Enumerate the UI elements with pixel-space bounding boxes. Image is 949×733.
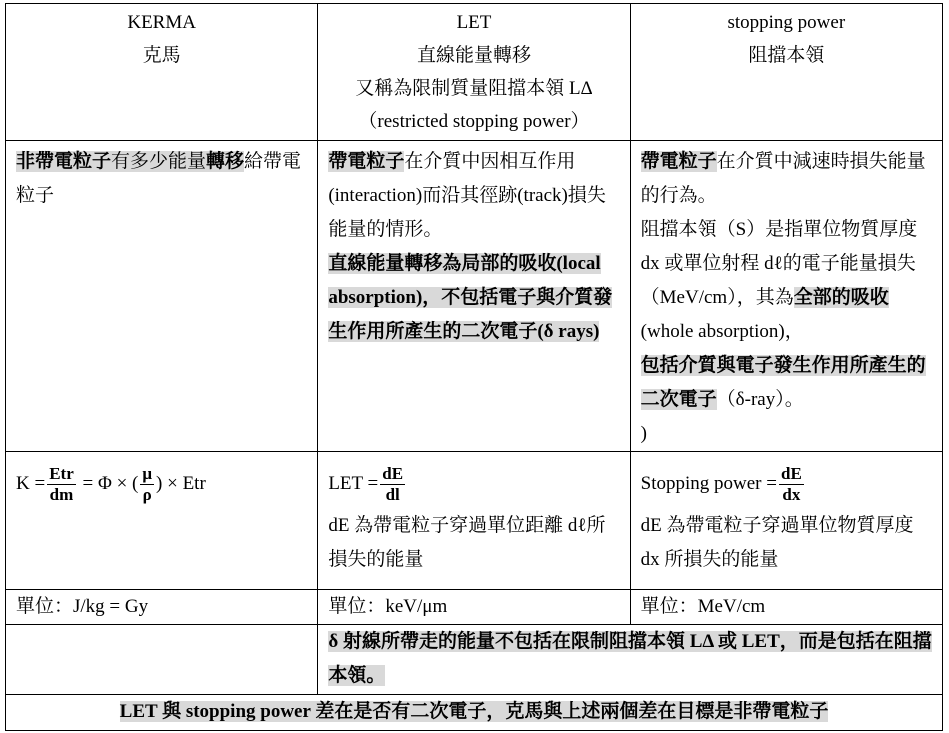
kerma-mu-rho	[140, 464, 154, 505]
header-let-alias: 又稱為限制質量阻擋本領 LΔ	[355, 78, 593, 99]
def-sp-d: 全部的吸收	[793, 287, 889, 308]
def-sp-f: 包括介質與電子發生作用所產生的二次電子	[640, 355, 926, 410]
def-sp-e: (whole absorption)，	[640, 321, 804, 342]
kerma-fraction	[47, 464, 76, 505]
units-kerma: 單位：J/kg = Gy	[6, 590, 318, 625]
def-let-c: 直線能量轉移為局部的吸收	[328, 253, 557, 274]
units-row	[6, 590, 943, 625]
def-kerma-a: 非帶電粒子	[16, 151, 112, 172]
def-kerma	[6, 141, 318, 452]
def-let-e: ，不包括電子與介質發生作用所產生的二次電子(δ rays)	[328, 287, 613, 342]
let-den: dl	[385, 485, 400, 504]
definition-row	[6, 141, 943, 452]
summary-cell	[6, 695, 943, 731]
def-sp-c: 阻擋本領（S）是指單位物質厚度 dx 或單位射程 dℓ的電子能量損失（MeV/cm），其為	[640, 219, 918, 308]
sp-fraction	[779, 464, 804, 505]
note-empty	[6, 625, 318, 695]
formula-let	[318, 452, 630, 590]
def-sp	[630, 141, 942, 452]
def-let-b: 在介質中因相互作用(interaction)而沿其徑跡(track)損失能量的情形。	[328, 151, 606, 240]
formula-sp	[630, 452, 942, 590]
kerma-rest: Φ × (	[97, 472, 139, 494]
header-sp	[630, 4, 942, 141]
sp-desc: dE 為帶電粒子穿過單位物質厚度 dx 所損失的能量	[640, 515, 914, 570]
kerma-num: Etr	[49, 464, 74, 483]
def-kerma-b: 有多少能量	[111, 151, 207, 172]
kerma-lhs: K =	[16, 472, 46, 494]
let-fraction	[380, 464, 405, 505]
let-num: dE	[382, 464, 404, 483]
header-kerma-en: KERMA	[127, 12, 196, 33]
note-row	[6, 625, 943, 695]
def-kerma-d: 給帶電粒子	[16, 151, 302, 206]
header-let	[318, 4, 630, 141]
def-let-a: 帶電粒子	[328, 151, 405, 172]
kerma-mu: μ	[142, 464, 153, 483]
sp-num: dE	[780, 464, 802, 483]
kerma-den: dm	[49, 485, 74, 504]
header-kerma-zh: 克馬	[142, 45, 181, 66]
def-sp-b: 在介質中減速時損失能量的行為。	[640, 151, 926, 206]
comparison-table	[5, 3, 943, 731]
summary-text: LET 與 stopping power 差在是否有二次電子，克馬與上述兩個差在目標是非帶電粒子	[119, 701, 829, 722]
kerma-tail: ) × Etr	[156, 472, 206, 494]
summary-row	[6, 695, 943, 731]
formula-kerma	[6, 452, 318, 590]
header-let-zh: 直線能量轉移	[416, 45, 531, 66]
def-sp-a: 帶電粒子	[640, 151, 717, 172]
def-let	[318, 141, 630, 452]
units-let: 單位：keV/μm	[318, 590, 630, 625]
header-let-alias2: （restricted stopping power）	[358, 111, 590, 132]
let-lhs: LET =	[328, 472, 379, 494]
header-kerma	[6, 4, 318, 141]
units-sp: 單位：MeV/cm	[630, 590, 942, 625]
formula-row	[6, 452, 943, 590]
kerma-eq: =	[82, 472, 94, 494]
sp-lhs: Stopping power =	[640, 472, 777, 494]
note-cell	[318, 625, 943, 695]
note-text: δ 射線所帶走的能量不包括在限制阻擋本領 LΔ 或 LET，而是包括在阻擋本領。	[328, 631, 932, 686]
def-kerma-c: 轉移	[206, 151, 245, 172]
let-desc: dE 為帶電粒子穿過單位距離 dℓ所損失的能量	[328, 515, 606, 570]
def-sp-g: （δ-ray）。	[716, 389, 804, 410]
sp-den: dx	[782, 485, 801, 504]
def-let-d: (local absorption)	[328, 253, 601, 308]
header-let-en: LET	[456, 12, 492, 33]
header-row	[6, 4, 943, 141]
kerma-rho: ρ	[142, 485, 152, 504]
def-sp-h: )	[640, 423, 647, 444]
header-sp-en: stopping power	[727, 12, 846, 33]
header-sp-zh: 阻擋本領	[748, 45, 825, 66]
